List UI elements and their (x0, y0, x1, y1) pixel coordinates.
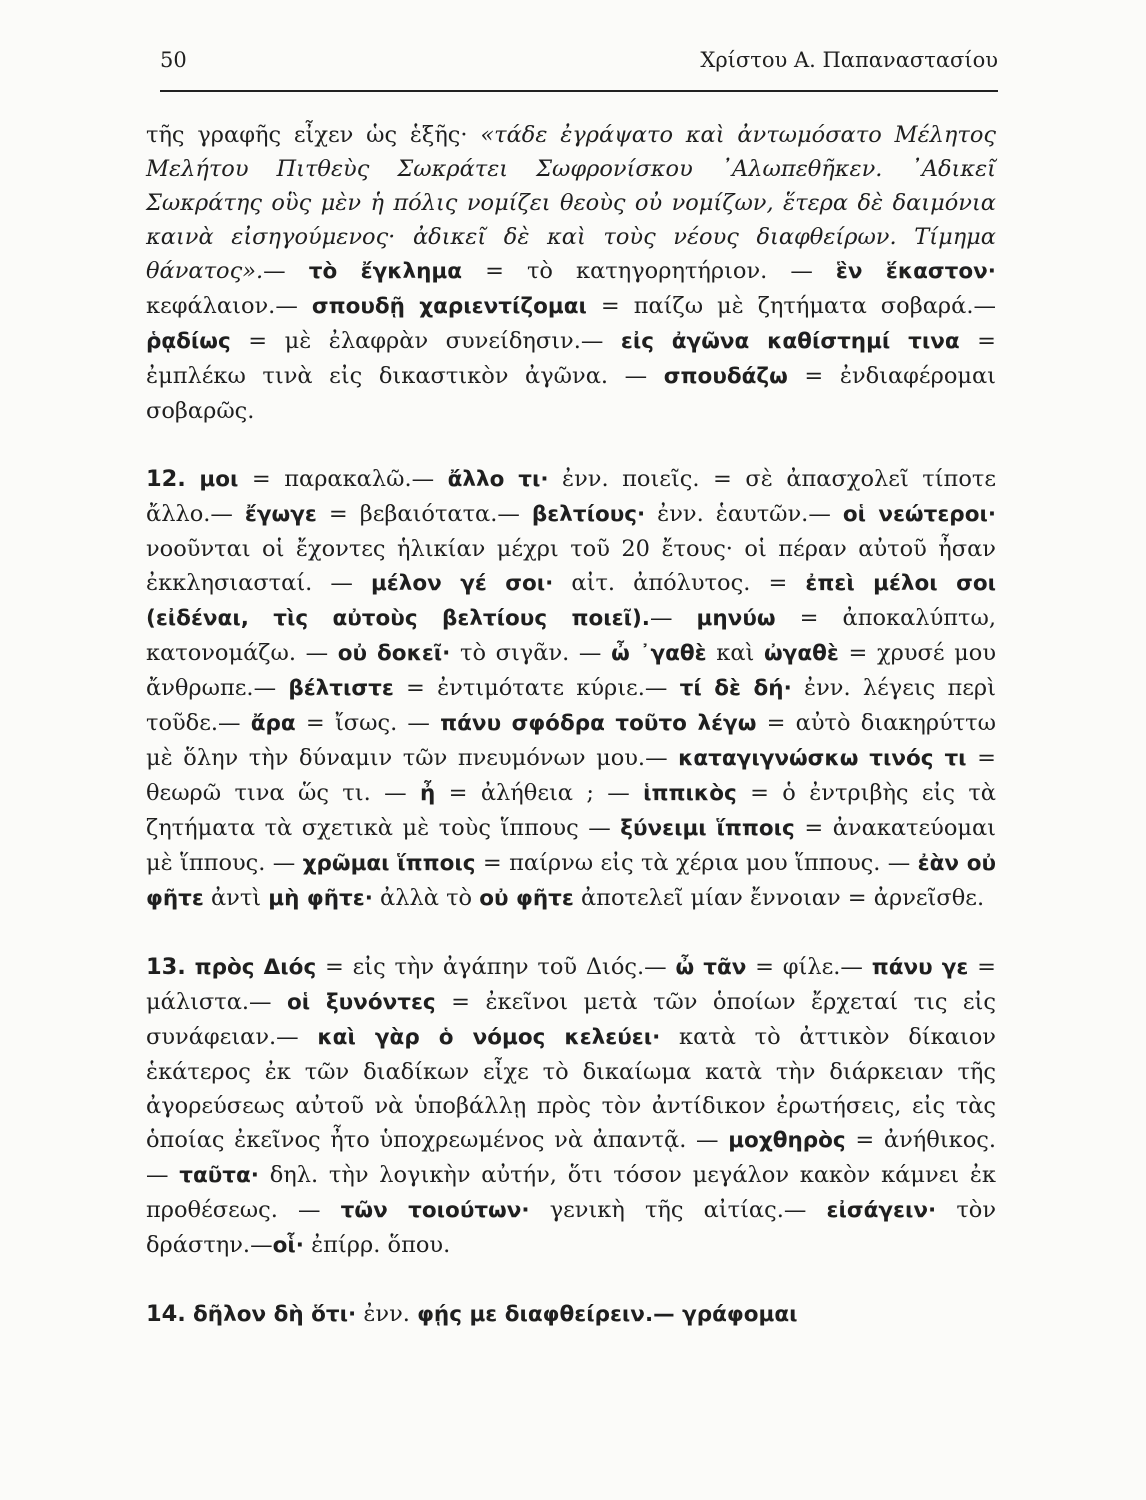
lemma: δῆλον δὴ ὅτι· (193, 1302, 357, 1327)
page-number: 50 (160, 48, 187, 72)
gloss: = ἴσως. — (295, 710, 441, 736)
gloss: δηλ. τὴν λογικὴν αὐτήν, ὅτι τόσον μεγάλον κακὸν κάμνει ἐκ προθέσεως. — (146, 1162, 996, 1223)
lemma: οὐ φῆτε (479, 886, 574, 911)
text-run: καὶ (706, 640, 764, 666)
gloss: κατὰ τὸ ἀττικὸν δίκαιον ἑκάτερος ἐκ τῶν διαδίκων εἶχε τὸ δικαίωμα κατὰ τὴν διάρκειαν τῆς ἀγορεύσεως αὐτοῦ νὰ ὑποβάλλῃ πρὸς τὸν ἀντίδικον ἐρωτήσεις, εἰς τὰς ὁποίας ἐκεῖνος ἦτο ὑποχρεωμένος νὰ ἀπαντᾷ. — (146, 1024, 996, 1153)
gloss: = ἀλήθεια ; — (435, 780, 644, 806)
lemma: βέλτιστε (288, 676, 394, 701)
lemma: μέλον γέ σοι· (370, 571, 554, 596)
gloss: = μὲ ἐλαφρὰν συνείδησιν.— (230, 328, 621, 354)
text-run: τῆς γραφῆς εἶχεν ὡς ἑξῆς· (146, 122, 481, 148)
running-header (160, 48, 998, 72)
text-run: — (263, 258, 309, 284)
gloss: ἀποτελεῖ μίαν ἔννοιαν = ἀρνεῖσθε. (573, 885, 985, 911)
lemma: εἰσάγειν· (826, 1198, 937, 1223)
quoted-indictment: «τάδε ἐγράψατο καὶ ἀντωμόσατο Μέλητος Μελήτου Πιτθεὺς Σωκράτει Σωφρονίσκου ᾿Αλωπεθῆκεν. ᾿Αδικεῖ Σωκράτης οὓς μὲν ἡ πόλις νομίζει θεοὺς οὐ νομίζων, ἕτερα δὲ δαιμόνια καινὰ εἰσηγούμενος· ἀδικεῖ δὲ καὶ τοὺς νέους διαφθείρων. Τίμημα θάνατος». (146, 122, 997, 284)
gloss: ἐπίρρ. ὅπου. (303, 1232, 451, 1258)
lemma: ἓν ἕκαστον· (835, 259, 996, 284)
paragraph-11-continued (146, 118, 996, 428)
gloss: = παίρνω εἰς τὰ χέρια μου ἵππους. — (475, 850, 918, 876)
gloss: = ἀνήθικος. — (146, 1127, 996, 1188)
section-number: 12. (146, 466, 186, 492)
gloss: ἐνν. ἑαυτῶν.— (645, 501, 843, 527)
text-run: ἀλλὰ τὸ (372, 885, 480, 911)
lemma: ταῦτα· (179, 1163, 259, 1188)
section-number: 13. (146, 954, 186, 980)
gloss: = ἐκεῖνοι μετὰ τῶν ὁποίων ἔρχεταί τις εἰς συνάφειαν.— (146, 989, 996, 1050)
gloss: = ὁ ἐντριβὴς εἰς τὰ ζητήματα τὰ σχετικὰ μὲ τοὺς ἵππους — (146, 780, 996, 841)
lemma: ὦ ᾿γαθὲ (611, 641, 707, 666)
lemma: τί δὲ δή· (679, 676, 792, 701)
paragraph-13 (146, 950, 996, 1263)
lemma: πάνυ σφόδρα τοῦτο λέγω (440, 711, 757, 736)
lemma: ὠγαθὲ (763, 641, 839, 666)
lemma: σπουδῇ χαριεντίζομαι (311, 294, 587, 319)
gloss: κεφάλαιον.— (146, 293, 312, 319)
gloss: = ἐντιμότατε κύριε.— (393, 675, 680, 701)
gloss: = εἰς τὴν ἀγάπην τοῦ Διός.— (316, 954, 676, 980)
gloss: γενικὴ τῆς αἰτίας.— (529, 1197, 827, 1223)
gloss: ἐνν. (356, 1301, 418, 1327)
lemma: ἦ (419, 781, 436, 806)
gloss: αἰτ. ἀπόλυτος. = (553, 570, 806, 596)
lemma: χρῶμαι ἵπποις (302, 851, 476, 876)
paragraph-14 (146, 1297, 996, 1332)
lemma: οἱ ξυνόντες (287, 990, 436, 1015)
lemma: ἐὰν οὐ φῆτε (146, 851, 996, 911)
running-title: Χρίστου Α. Παπαναστασίου (700, 48, 998, 72)
text-run: ἀντὶ (203, 885, 269, 911)
gloss: = αὐτὸ διακηρύττω μὲ ὅλην τὴν δύναμιν τῶν πνευμόνων μου.— (146, 710, 996, 771)
gloss: ἐνν. ποιεῖς. = σὲ ἀπασχολεῖ τίποτε ἄλλο.— (146, 466, 996, 527)
gloss: = παίζω μὲ ζητήματα σοβαρά.— (586, 293, 996, 319)
gloss: = ἐνδιαφέρομαι σοβαρῶς. (146, 363, 997, 424)
lemma: εἰς ἀγῶνα καθίστημί τινα (620, 329, 960, 354)
lemma: μοχθηρὸς (728, 1128, 846, 1153)
lemma: μηνύω (696, 606, 776, 631)
commentary-body (146, 118, 996, 1332)
lemma: ἱππικὸς (643, 781, 737, 806)
section-number: 14. (146, 1301, 186, 1327)
gloss: = φίλε.— (746, 954, 872, 980)
lemma: ἄρα (250, 711, 296, 736)
lemma: τῶν τοιούτων· (340, 1198, 530, 1223)
lemma: τὸ ἔγκλημα (308, 259, 462, 284)
gloss: τὸν δράστην.— (146, 1197, 996, 1258)
gloss: = τὸ κατηγορητήριον. — (462, 258, 836, 284)
gloss: = ἀνακατεύομαι μὲ ἵππους. — (146, 815, 997, 876)
paragraph-12 (146, 462, 996, 916)
gloss: = χρυσέ μου ἄνθρωπε.— (146, 640, 996, 701)
lemma: οἱ νεώτεροι· (842, 502, 997, 527)
lemma: σπουδάζω (663, 364, 788, 389)
gloss: ἐνν. λέγεις περὶ τοῦδε.— (146, 675, 996, 736)
gloss: = ἀποκαλύπτω, κατονομάζω. — (146, 605, 996, 666)
gloss: = μάλιστα.— (146, 954, 996, 1015)
gloss: = ἐμπλέκω τινὰ εἰς δικαστικὸν ἀγῶνα. — (146, 328, 996, 389)
gloss: = βεβαιότατα.— (316, 501, 532, 527)
lemma: οἷ· (272, 1233, 304, 1258)
lemma: οὐ δοκεῖ· (337, 641, 451, 666)
lemma: πάνυ γε (871, 955, 969, 980)
lemma: πρὸς Διός (194, 955, 317, 980)
lemma: ἄλλο τι· (447, 467, 549, 492)
gloss: = παρακαλῶ.— (238, 466, 448, 492)
lemma: ῥᾳδίως (146, 329, 231, 354)
lemma: βελτίους· (531, 502, 646, 527)
text-run: — (649, 605, 697, 631)
lemma: μὴ φῆτε· (268, 886, 373, 911)
lemma: φῄς με διαφθείρειν.— γράφομαι (417, 1302, 798, 1327)
lemma: ξύνειμι ἵπποις (620, 816, 795, 841)
lemma: ἔγωγε (244, 502, 317, 527)
lemma: μοι (199, 467, 239, 492)
lemma: καταγιγνώσκω τινός τι (678, 746, 967, 771)
gloss: = θεωρῶ τινα ὥς τι. — (146, 745, 996, 806)
lemma: ὦ τᾶν (675, 955, 747, 980)
gloss: νοοῦνται οἱ ἔχοντες ἡλικίαν μέχρι τοῦ 20 ἔτους· οἱ πέραν αὐτοῦ ἦσαν ἐκκλησιασταί. — (146, 536, 996, 596)
lemma: καὶ γὰρ ὁ νόμος κελεύει· (317, 1025, 661, 1050)
gloss: τὸ σιγᾶν. — (450, 640, 612, 666)
lemma: ἐπεὶ μέλοι σοι (εἰδέναι, τὶς αὐτοὺς βελτίους ποιεῖ). (146, 571, 996, 631)
header-rule (160, 90, 998, 92)
